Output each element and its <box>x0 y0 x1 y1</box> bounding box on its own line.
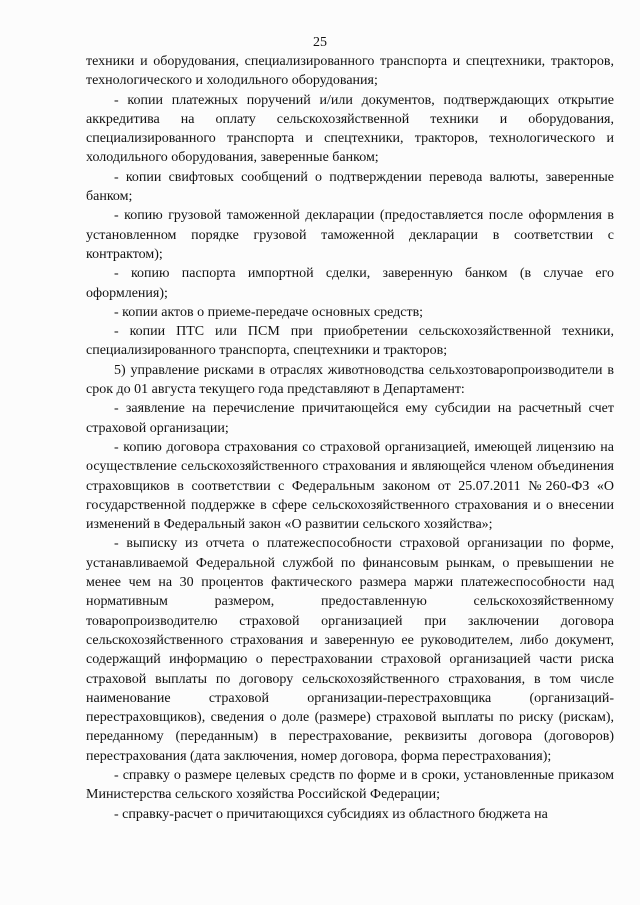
paragraph: - копии свифтовых сообщений о подтверждении перевода валюты, заверенные банком; <box>86 169 614 205</box>
paragraph: - справку о размере целевых средств по форме и в сроки, установленные приказом Министерства сельского хозяйства Российской Федерации; <box>86 767 614 803</box>
paragraph: - копию паспорта импортной сделки, заверенную банком (в случае его оформления); <box>86 266 614 301</box>
paragraph: - заявление на перечисление причитающейся ему субсидии на расчетный счет страховой организации; <box>86 401 614 436</box>
paragraph: 5) управление рисками в отраслях животноводства сельхозтоваропроизводители в срок до 01 августа текущего года представляют в Департамент: <box>86 362 614 398</box>
paragraph: - копии платежных поручений и/или документов, подтверждающих открытие аккредитива на оплату сельскохозяйственной техники и оборудования, специализированного транспорта и спецтехники, тракторов, технологического и холодильного оборудования, заверенные банком; <box>86 92 614 166</box>
paragraph: - копии актов о приеме-передаче основных средств; <box>114 304 424 320</box>
page-number: 25 <box>313 35 327 50</box>
paragraph: - копию грузовой таможенной декларации (предоставляется после оформления в установленном порядке грузовой таможенной декларации в соответствии с контрактом); <box>86 208 614 262</box>
paragraph: - выписку из отчета о платежеспособности страховой организации по форме, устанавливаемой Федеральной службой по финансовым рынкам, о превышении не менее чем на 30 процентов фактического размера маржи платежеспособности над нормативным размером, предоставленную сельскохозяйственному товаропроизводителю страховой организацией при заключении договора сельскохозяйственного страхования и заверенную ее руководителем, либо документ, содержащий информацию о перестраховании страховой организацией части риска страховой выплаты по договору сельскохозяйственного страхования, в том числе наименование страховой организации-перестраховщика (организаций-перестраховщиков), сведения о доле (размере) страховой выплаты по риску (рискам), переданному (переданным) в перестрахование, реквизиты договора (договоров) перестрахования (дата заключения, номер договора, форма перестрахования); <box>86 536 614 764</box>
paragraph: - копию договора страхования со страховой организацией, имеющей лицензию на осуществление сельскохозяйственного страхования и являющейся членом объединения страховщиков в соответствии с Федеральным законом от 25.07.2011 №260-ФЗ «О государственной поддержке в сфере сельскохозяйственного страхования и о внесении изменений в Федеральный закон «О развитии сельского хозяйства»; <box>86 439 614 533</box>
document-body <box>86 52 614 824</box>
paragraph: - копии ПТС или ПСМ при приобретении сельскохозяйственной техники, специализированного транспорта, спецтехники и тракторов; <box>86 324 614 359</box>
paragraph: техники и оборудования, специализированного транспорта и спецтехники, тракторов, технологического и холодильного оборудования; <box>86 54 614 89</box>
paragraph: - справку-расчет о причитающихся субсидиях из областного бюджета на <box>114 806 548 822</box>
